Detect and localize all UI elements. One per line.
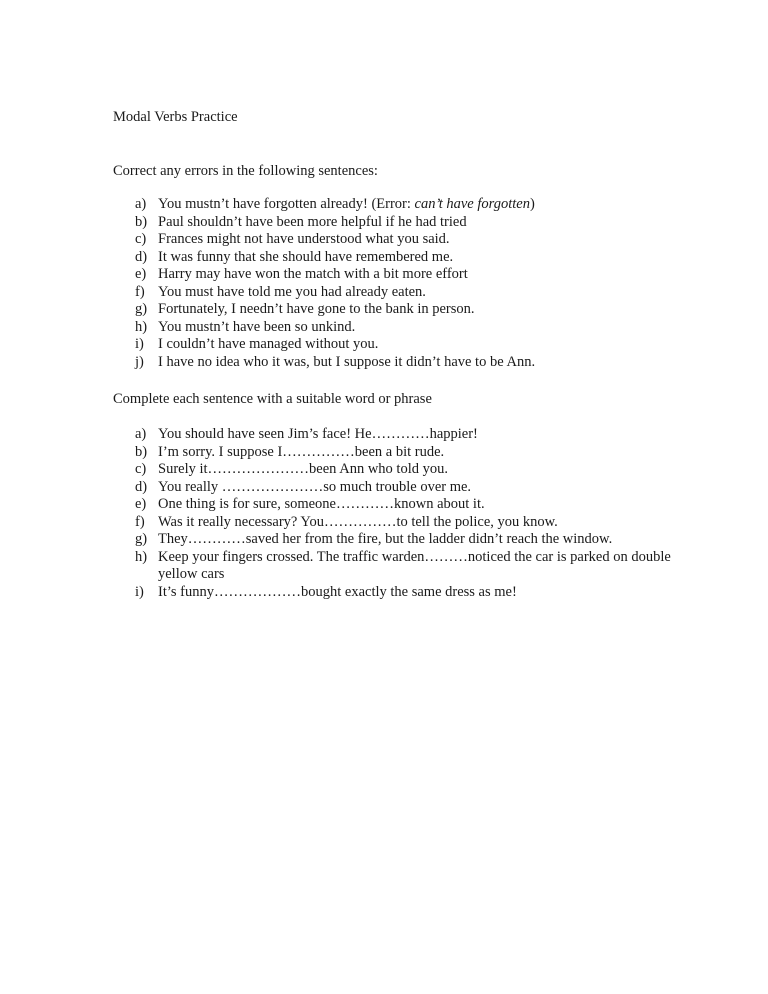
list-item bbox=[135, 301, 678, 319]
list-item bbox=[135, 531, 678, 549]
list-item bbox=[135, 426, 678, 444]
list-item bbox=[135, 549, 678, 584]
item-letter: a) bbox=[135, 426, 147, 442]
item-letter: g) bbox=[135, 301, 148, 317]
item-text: One thing is for sure, someone…………known about it. bbox=[158, 496, 485, 512]
error-note-close: ) bbox=[529, 196, 535, 212]
error-note-label: Error: bbox=[376, 196, 415, 212]
item-letter: j) bbox=[135, 353, 144, 370]
item-text: You mustn’t have been so unkind. bbox=[158, 318, 356, 335]
item-letter: a) bbox=[135, 196, 147, 212]
item-text: Paul shouldn’t have been more helpful if he had tried bbox=[158, 213, 467, 230]
item-sentence: You mustn’t have forgotten already! ( bbox=[158, 196, 377, 212]
item-text: Keep your fingers crossed. The traffic warden………noticed the car is parked on double yellow cars bbox=[158, 548, 671, 582]
item-text: Harry may have won the match with a bit more effort bbox=[158, 266, 468, 282]
item-letter: d) bbox=[135, 248, 148, 265]
list-item bbox=[135, 336, 678, 354]
section1-instruction: Correct any errors in the following sentences: bbox=[113, 163, 378, 179]
item-text: I’m sorry. I suppose I……………been a bit rude. bbox=[158, 443, 445, 460]
list-item bbox=[135, 214, 678, 232]
item-text: It’s funny………………bought exactly the same dress as me! bbox=[158, 583, 517, 600]
list-item bbox=[135, 584, 678, 602]
item-text: I have no idea who it was, but I suppose it didn’t have to be Ann. bbox=[158, 353, 536, 370]
item-letter: b) bbox=[135, 443, 148, 460]
item-text: I couldn’t have managed without you. bbox=[158, 336, 379, 352]
item-text bbox=[158, 196, 678, 214]
list-item bbox=[135, 354, 678, 372]
section2-instruction: Complete each sentence with a suitable word or phrase bbox=[113, 391, 432, 407]
item-letter: h) bbox=[135, 548, 148, 565]
item-text: Was it really necessary? You……………to tell the police, you know. bbox=[158, 513, 558, 530]
list-item bbox=[135, 249, 678, 267]
item-letter: b) bbox=[135, 213, 148, 230]
section2-list bbox=[135, 426, 678, 601]
item-letter: g) bbox=[135, 531, 148, 547]
item-letter: i) bbox=[135, 336, 144, 352]
item-letter: i) bbox=[135, 583, 144, 600]
item-text: You really …………………so much trouble over me. bbox=[158, 478, 472, 495]
item-letter: e) bbox=[135, 496, 147, 512]
list-item bbox=[135, 284, 678, 302]
list-item bbox=[135, 231, 678, 249]
item-text: Surely it…………………been Ann who told you. bbox=[158, 461, 448, 477]
item-text: You must have told me you had already eaten. bbox=[158, 283, 426, 300]
list-item bbox=[135, 319, 678, 337]
list-item bbox=[135, 266, 678, 284]
list-item bbox=[135, 496, 678, 514]
item-text: It was funny that she should have remembered me. bbox=[158, 248, 454, 265]
item-letter: h) bbox=[135, 318, 148, 335]
error-note-correction: can’t have forgotten bbox=[414, 196, 530, 212]
item-text: Frances might not have understood what you said. bbox=[158, 231, 450, 247]
item-text: They…………saved her from the fire, but the ladder didn’t reach the window. bbox=[158, 531, 613, 547]
item-letter: e) bbox=[135, 266, 147, 282]
item-text: Fortunately, I needn’t have gone to the bank in person. bbox=[158, 301, 475, 317]
list-item bbox=[135, 196, 678, 214]
item-letter: f) bbox=[135, 283, 145, 300]
item-letter: d) bbox=[135, 478, 148, 495]
list-item bbox=[135, 461, 678, 479]
section1-list bbox=[135, 196, 678, 371]
list-item bbox=[135, 514, 678, 532]
item-letter: f) bbox=[135, 513, 145, 530]
page-title: Modal Verbs Practice bbox=[113, 109, 238, 125]
list-item bbox=[135, 444, 678, 462]
item-text: You should have seen Jim’s face! He…………happier! bbox=[158, 426, 478, 442]
list-item bbox=[135, 479, 678, 497]
item-letter: c) bbox=[135, 461, 147, 477]
item-letter: c) bbox=[135, 231, 147, 247]
